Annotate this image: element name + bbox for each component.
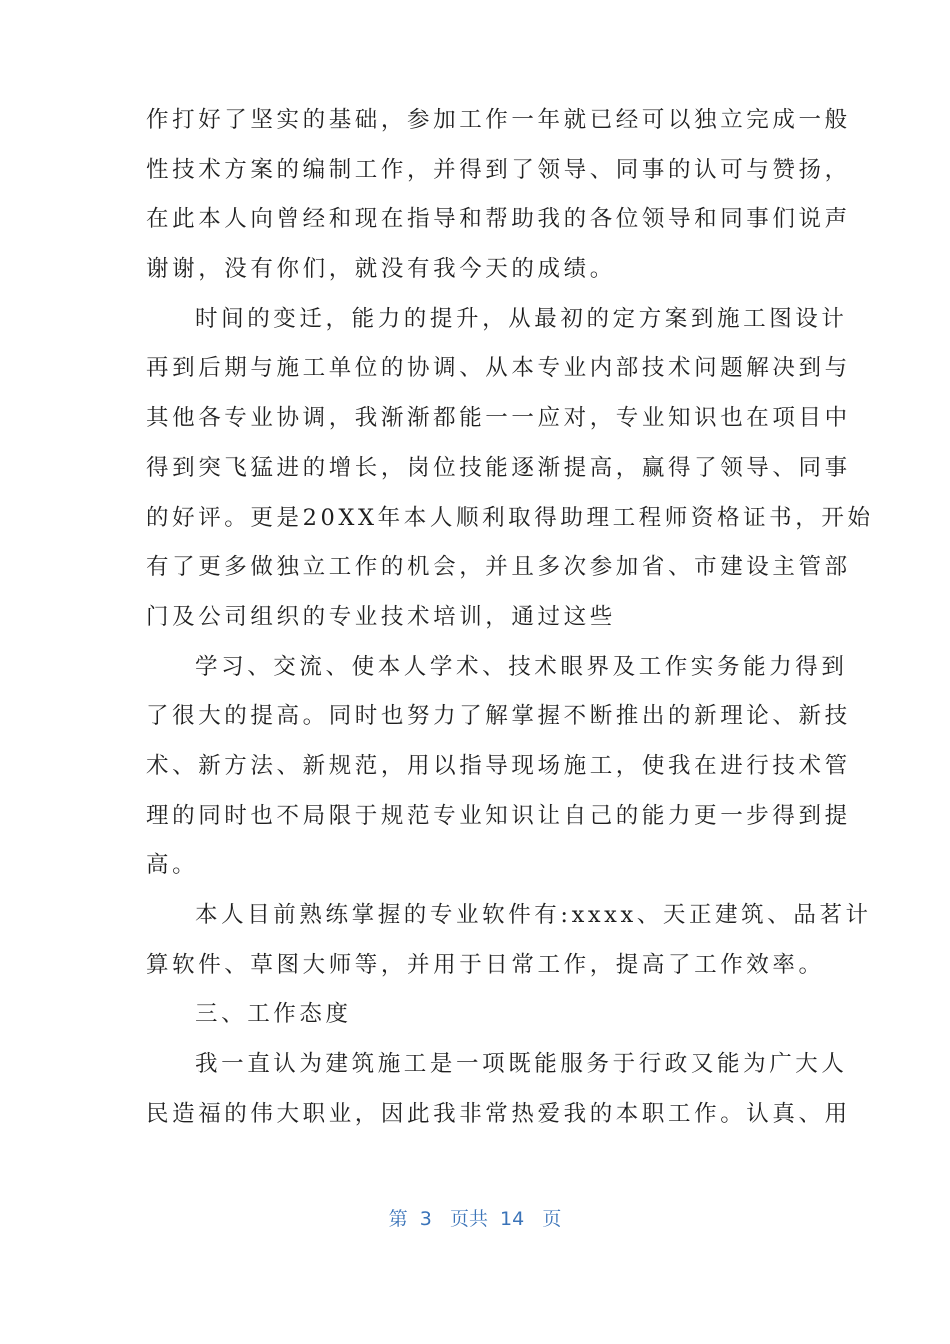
page-footer <box>0 1203 950 1235</box>
text-line: 再到后期与施工单位的协调、从本专业内部技术问题解决到与 <box>146 355 851 382</box>
current-page-number: 3 <box>419 1208 432 1230</box>
text-line: 学习、交流、使本人学术、技术眼界及工作实务能力得到 <box>195 653 848 680</box>
text-line: 术、新方法、新规范，用以指导现场施工，使我在进行技术管 <box>146 752 851 779</box>
text-line: 得到突飞猛进的增长，岗位技能逐渐提高，赢得了领导、同事 <box>146 454 851 481</box>
text-line: 民造福的伟大职业，因此我非常热爱我的本职工作。认真、用 <box>146 1100 851 1127</box>
text-line: 了很大的提高。同时也努力了解掌握不断推出的新理论、新技 <box>146 703 851 730</box>
text-line: 本人目前熟练掌握的专业软件有:xxxx、天正建筑、品茗计 <box>195 902 872 928</box>
text-line: 谢谢，没有你们，就没有我今天的成绩。 <box>146 256 616 283</box>
body-text <box>146 96 874 1139</box>
footer-prefix: 第 <box>388 1208 408 1230</box>
text-line: 在此本人向曾经和现在指导和帮助我的各位领导和同事们说声 <box>146 206 851 233</box>
text-line: 门及公司组织的专业技术培训，通过这些 <box>146 603 616 630</box>
footer-middle: 页共 <box>449 1208 488 1230</box>
text-line: 的好评。更是20XX年本人顺利取得助理工程师资格证书，开始 <box>146 504 874 531</box>
section-heading: 三、工作态度 <box>195 1001 352 1028</box>
text-line: 其他各专业协调，我渐渐都能一一应对，专业知识也在项目中 <box>146 405 851 432</box>
text-line: 我一直认为建筑施工是一项既能服务于行政又能为广大人 <box>195 1051 848 1078</box>
text-line: 有了更多做独立工作的机会，并且多次参加省、市建设主管部 <box>146 554 851 581</box>
footer-suffix: 页 <box>542 1208 562 1230</box>
text-line: 高。 <box>146 852 199 879</box>
total-pages-number: 14 <box>500 1208 525 1230</box>
text-line: 性技术方案的编制工作，并得到了领导、同事的认可与赞扬， <box>146 156 851 183</box>
text-line: 作打好了坚实的基础，参加工作一年就已经可以独立完成一般 <box>146 107 851 133</box>
text-line: 时间的变迁，能力的提升，从最初的定方案到施工图设计 <box>195 305 848 332</box>
text-line: 理的同时也不局限于规范专业知识让自己的能力更一步得到提 <box>146 802 851 829</box>
text-line: 算软件、草图大师等，并用于日常工作，提高了工作效率。 <box>146 951 825 978</box>
